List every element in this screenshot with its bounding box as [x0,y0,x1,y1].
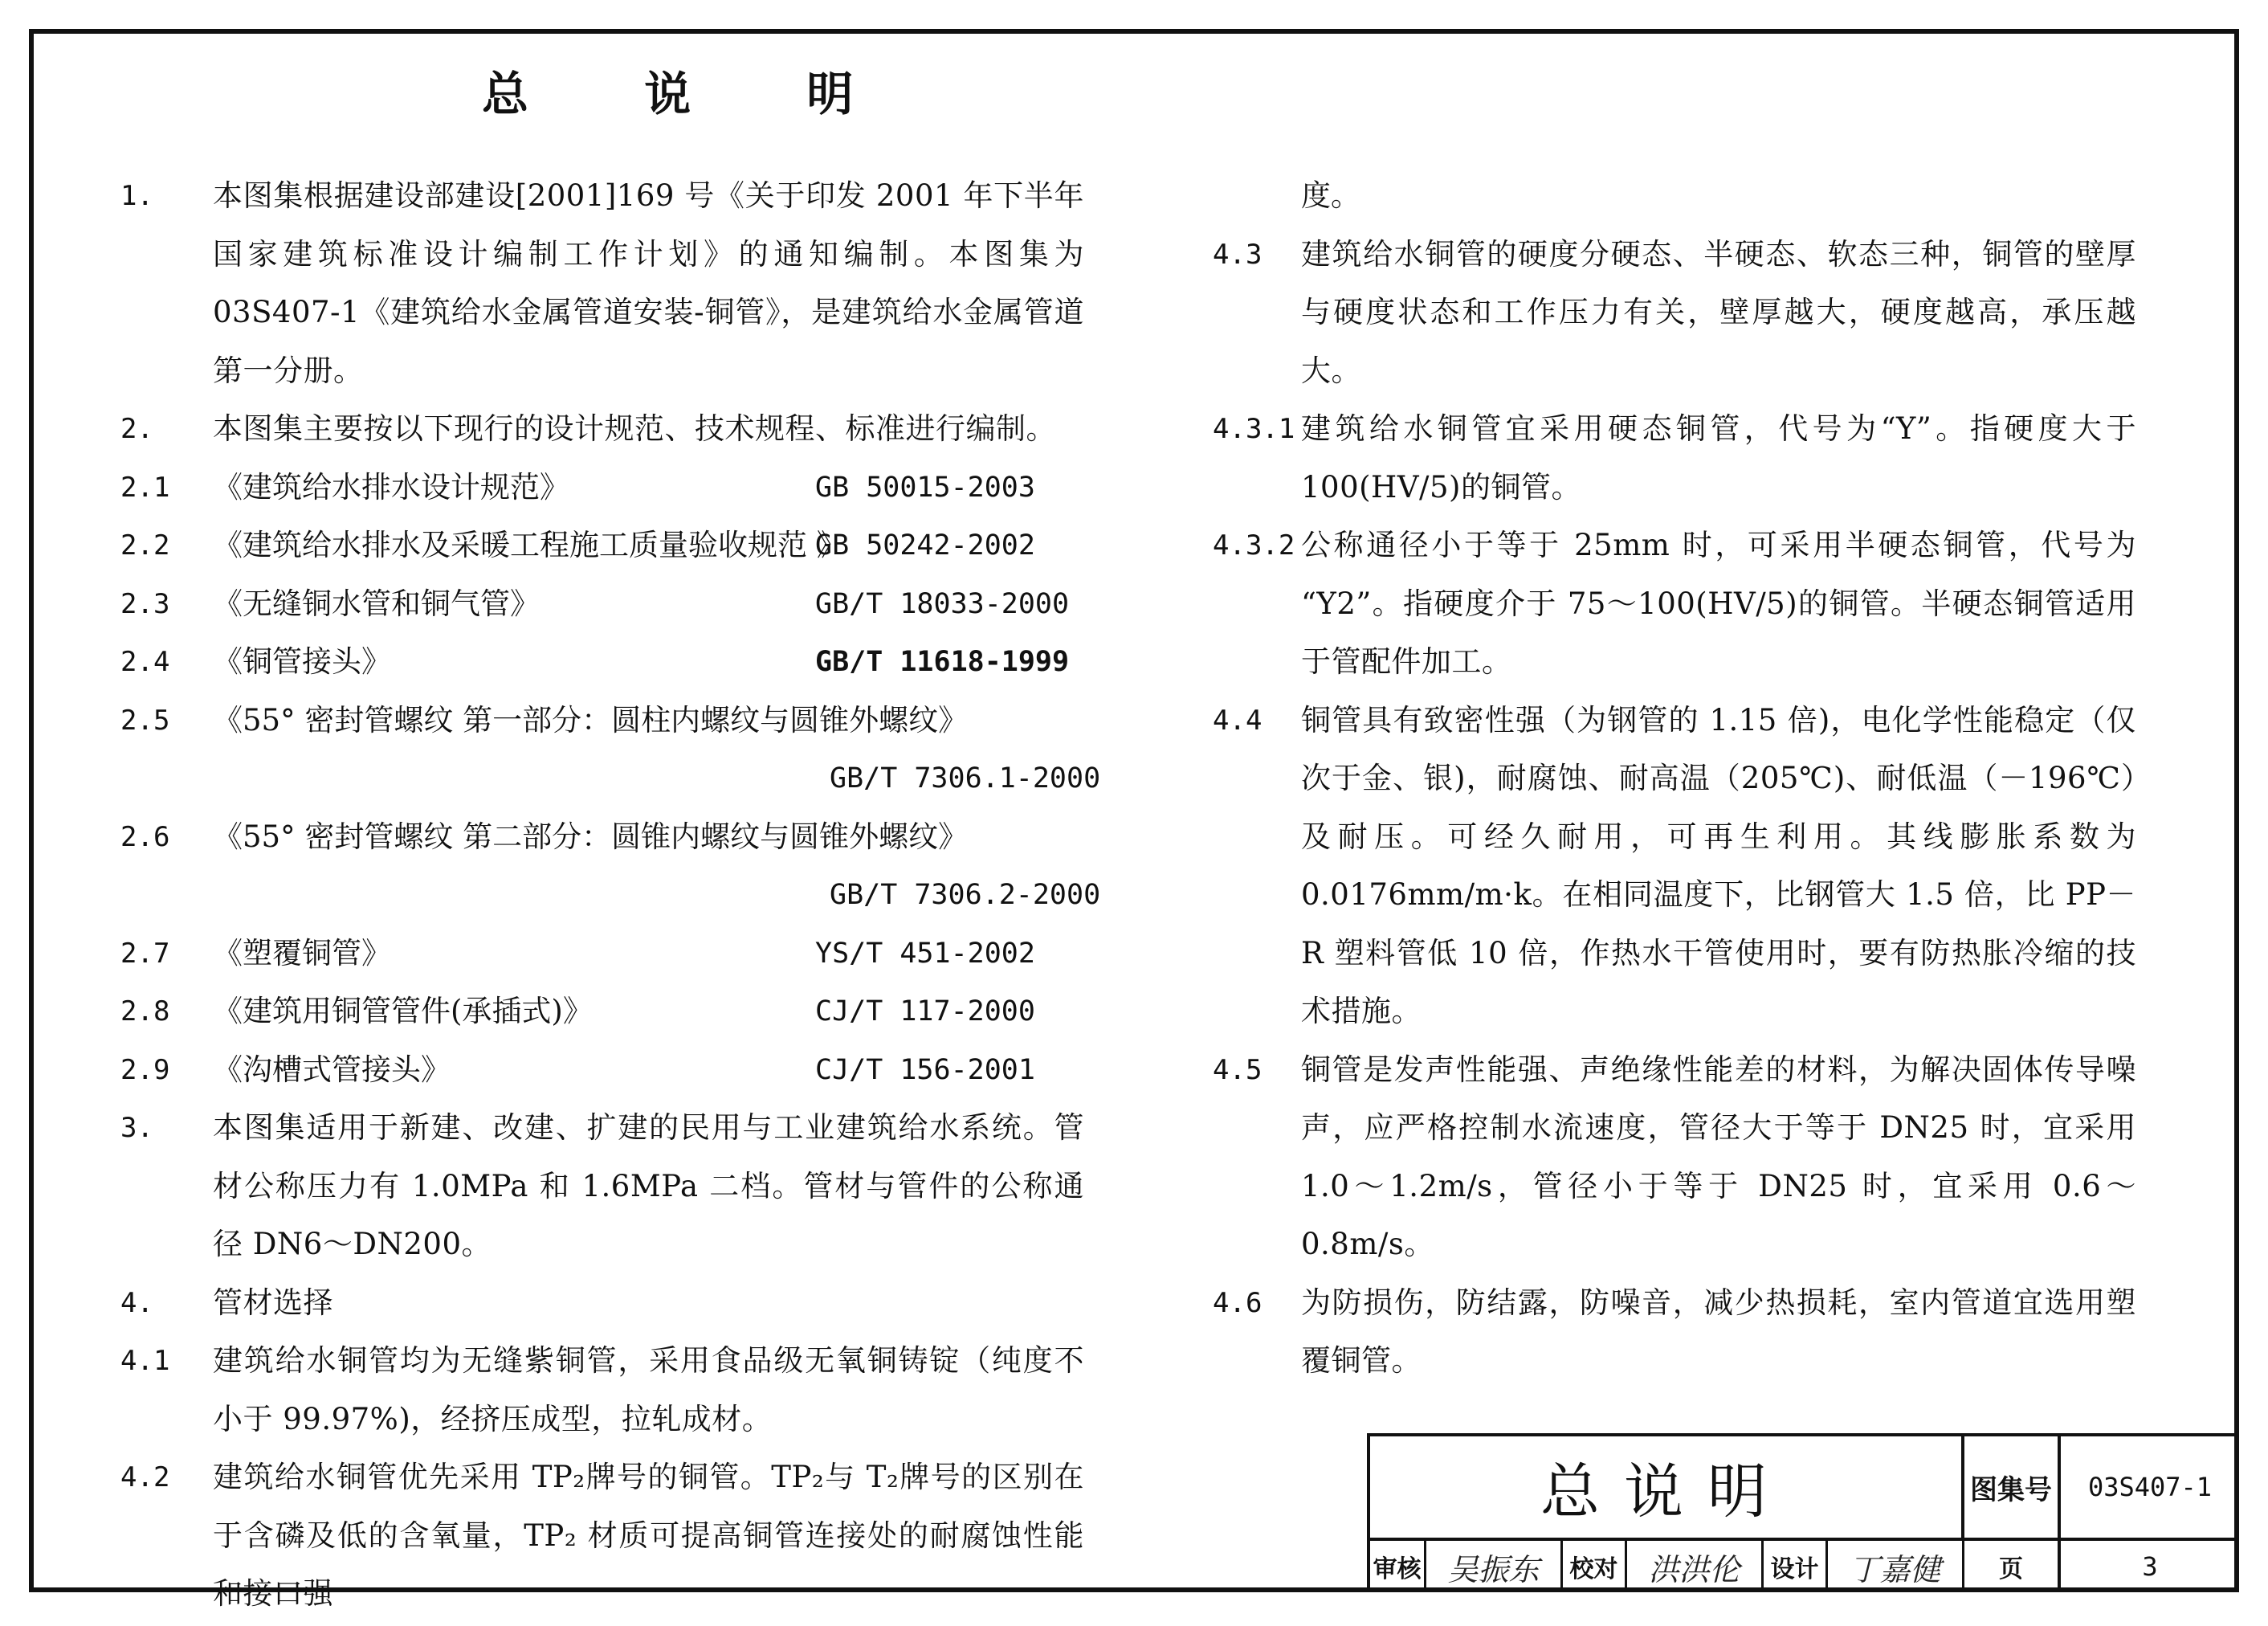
item-text: 建筑给水铜管宜采用硬态铜管，代号为“Y”。指硬度大于 100(HV/5)的铜管。 [1301,411,2136,505]
continued-text: 度。 [1301,178,1360,213]
standard-code: GB 50242-2002 [815,529,1035,562]
design-signature: 丁嘉健 [1828,1541,1964,1592]
list-item [120,1099,1084,1274]
item-text: 本图集根据建设部建设[2001]169 号《关于印发 2001 年下半年国家建筑标准设计编制工作计划》的通知编制。本图集为 03S407-1《建筑给水金属管道安装-铜管》，是建筑给水金属管道第一分册。 [213,178,1084,388]
item-number: 2.8 [120,995,170,1027]
list-item [120,400,1084,459]
right-column [1213,167,2136,1391]
item-number: 2.5 [120,704,170,737]
item-number: 4.2 [120,1461,170,1493]
list-item [120,167,1084,400]
list-item [1213,692,2136,1041]
item-number: 4.3.1 [1213,413,1295,445]
design-label: 设计 [1764,1541,1828,1592]
list-item [1213,1041,2136,1274]
standard-title: 《铜管接头》 [213,644,391,679]
standard-title: 《55° 密封管螺纹 第一部分：圆柱内螺纹与圆锥外螺纹》 [213,702,969,737]
item-number: 4.4 [1213,704,1262,737]
item-text: 本图集适用于新建、改建、扩建的民用与工业建筑给水系统。管材公称压力有 1.0MPa 和 1.6MPa 二档。管材与管件的公称通径 DN6～DN200。 [213,1110,1084,1261]
item-number: 2.7 [120,937,170,970]
item-number: 2.9 [120,1053,170,1086]
item-text: 铜管是发声性能强、声绝缘性能差的材料，为解决固体传导噪声，应严格控制水流速度，管径大于等于 DN25 时，宜采用 1.0～1.2m/s，管径小于等于 DN25 时，宜采用 0.6～0.8m/s。 [1301,1052,2136,1261]
standard-code: CJ/T 156-2001 [815,1053,1035,1086]
list-item [120,1274,1084,1333]
standard-row [120,517,1084,575]
item-text: 本图集主要按以下现行的设计规范、技术规程、标准进行编制。 [213,411,1056,446]
item-number: 4.1 [120,1345,170,1377]
standard-title: 《建筑给水排水及采暖工程施工质量验收规范 》 [213,528,846,562]
standard-row [120,983,1084,1041]
item-number: 2.6 [120,820,170,853]
review-signature: 吴振东 [1426,1541,1563,1592]
atlas-number-value: 03S407-1 [2061,1436,2239,1541]
standard-code: CJ/T 117-2000 [815,995,1035,1027]
check-label: 校对 [1563,1541,1627,1592]
standard-code-continued: GB/T 7306.2-2000 [830,879,1101,911]
standard-title: 《建筑给水排水设计规范》 [213,469,569,505]
item-number: 4.3 [1213,238,1262,271]
atlas-number-label: 图集号 [1964,1436,2061,1541]
item-number: 2. [120,413,153,445]
item-text: 为防损伤，防结露，防噪音，减少热损耗，室内管道宜选用塑覆铜管。 [1301,1285,2136,1378]
item-number: 2.3 [120,587,170,620]
item-number: 2.4 [120,646,170,678]
list-item [120,1448,1084,1624]
list-item [1213,226,2136,401]
page-title: 总 说 明 [482,67,904,121]
standard-code: GB/T 11618-1999 [815,646,1070,678]
standard-row [120,925,1084,983]
item-text: 建筑给水铜管均为无缝紫铜管，采用食品级无氧铜铸锭（纯度不小于 99.97%)，经挤压成型，拉轧成材。 [213,1343,1084,1436]
standard-row [120,633,1084,692]
title-block-title: 总说明 [1370,1436,1964,1541]
standard-code: GB 50015-2003 [815,471,1035,504]
standard-title: 《塑覆铜管》 [213,935,391,970]
standard-row [120,459,1084,517]
standard-row [120,1041,1084,1100]
standard-title: 《55° 密封管螺纹 第二部分：圆锥内螺纹与圆锥外螺纹》 [213,819,969,854]
item-text: 管材选择 [213,1285,333,1320]
item-number: 4. [120,1286,153,1319]
item-number: 4.6 [1213,1286,1262,1319]
page-number: 3 [2142,1551,2158,1582]
item-number: 3. [120,1112,153,1144]
left-column [120,167,1101,1624]
title-block [1367,1433,2239,1592]
item-number: 1. [120,180,153,212]
item-number: 4.3.2 [1213,529,1295,562]
item-number: 2.1 [120,471,170,504]
item-text: 建筑给水铜管优先采用 TP₂牌号的铜管。TP₂与 T₂牌号的区别在于含磷及低的含氧量，TP₂ 材质可提高铜管连接处的耐腐蚀性能和接口强 [213,1460,1084,1611]
check-signature: 洪洪伦 [1627,1541,1764,1592]
review-label: 审核 [1370,1541,1426,1592]
standard-code: GB/T 18033-2000 [815,587,1070,620]
item-text: 铜管具有致密性强（为钢管的 1.15 倍)，电化学性能稳定（仅次于金、银)，耐腐蚀、耐高温（205℃)、耐低温（－196℃）及耐压。可经久耐用，可再生利用。其线膨胀系数为 0.0176mm/m·k。在相同温度下，比钢管大 1.5 倍，比 PP－R 塑料管低 10 倍，作热水干管使用时，要有防热胀冷缩的技术措施。 [1301,702,2136,1028]
standard-code-continued: GB/T 7306.1-2000 [830,762,1101,795]
list-item [1213,517,2136,692]
list-item [1213,400,2136,517]
item-number: 4.5 [1213,1053,1262,1086]
standard-title: 《建筑用铜管管件(承插式)》 [213,994,593,1028]
standard-title: 《沟槽式管接头》 [213,1052,451,1087]
standard-row [120,575,1084,634]
standard-code: YS/T 451-2002 [815,937,1035,970]
item-text: 公称通径小于等于 25mm 时，可采用半硬态铜管，代号为 “Y2”。指硬度介于 75～100(HV/5)的铜管。半硬态铜管适用于管配件加工。 [1301,528,2136,679]
item-text: 建筑给水铜管的硬度分硬态、半硬态、软态三种，铜管的壁厚与硬度状态和工作压力有关，壁厚越大，硬度越高，承压越大。 [1301,236,2136,388]
item-number: 2.2 [120,529,170,562]
page-label: 页 [1964,1541,2061,1592]
standard-title: 《无缝铜水管和铜气管》 [213,586,540,621]
standard-row [120,808,1084,867]
standard-row [120,692,1084,750]
list-item [120,1332,1084,1448]
list-item [1213,1274,2136,1391]
